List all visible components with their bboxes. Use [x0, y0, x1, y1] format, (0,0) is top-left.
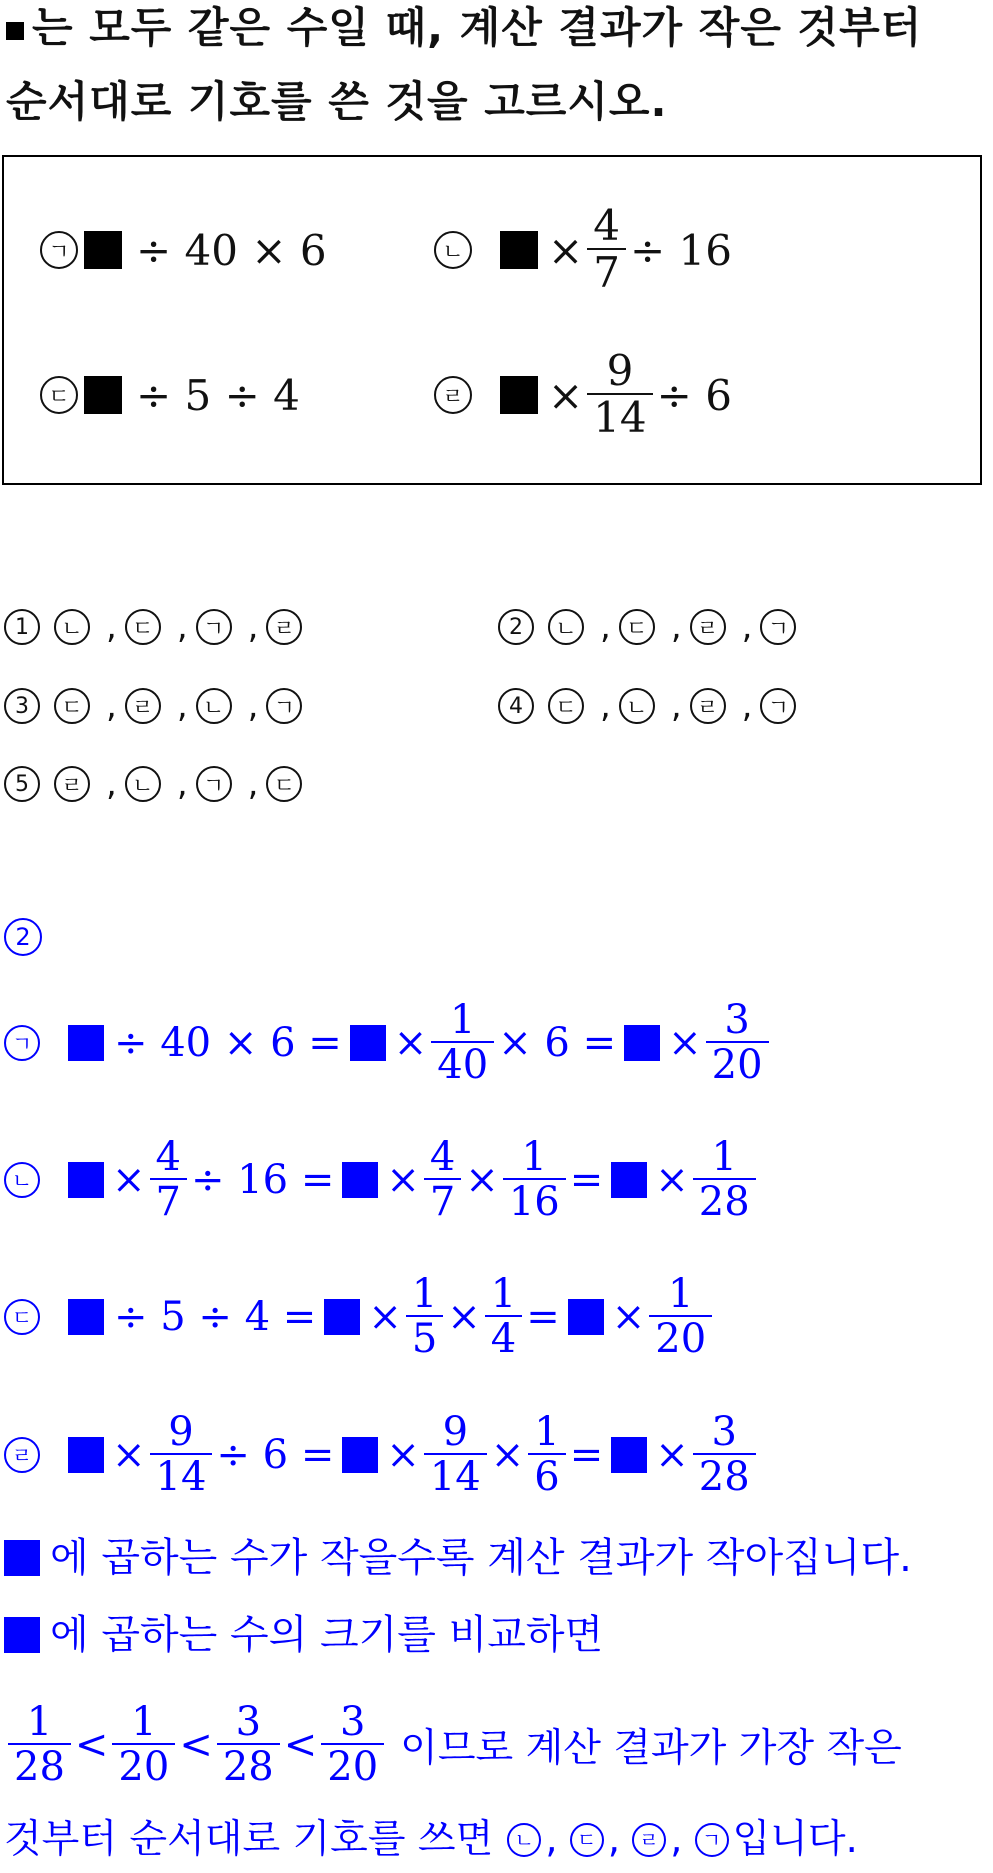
solution-line-c: ㄷ ÷ 5 ÷ 4 = × $\frac{1}{5}$ × $\frac{1}{4}$ = × $\frac{1}{20}$ — [4, 1262, 716, 1372]
circled-label: ㄹ — [434, 376, 472, 414]
blue-square-icon — [4, 1617, 40, 1653]
choice-3[interactable]: 3 ㄷ , ㄹ , ㄴ , ㄱ — [4, 686, 316, 726]
solution-line-b: ㄴ × $\frac{4}{7}$ ÷ 16 = × $\frac{4}{7}$ × $\frac{1}{16}$ = × $\frac{1}{28}$ — [4, 1125, 760, 1235]
circled-label: ㄴ — [434, 231, 472, 269]
blue-square-icon — [68, 1162, 104, 1198]
choice-5[interactable]: 5 ㄹ , ㄴ , ㄱ , ㄷ — [4, 764, 316, 804]
solution-comparison: $\frac{1}{28}$ < $\frac{1}{20}$ < $\frac{3}{28}$ < $\frac{3}{20}$ 이므로 계산 결과가 가장 작은 — [4, 1690, 902, 1800]
black-square-icon — [84, 376, 122, 414]
black-square-icon — [6, 22, 24, 40]
solution-line-a: ㄱ ÷ 40 × 6 = × $\frac{1}{40}$ × 6 = × $\frac{3}{20}$ — [4, 988, 773, 1098]
blue-square-icon — [611, 1437, 647, 1473]
choice-number: 1 — [4, 609, 40, 645]
choice-2[interactable]: 2 ㄴ , ㄷ , ㄹ , ㄱ — [498, 607, 810, 647]
blue-square-icon — [324, 1299, 360, 1335]
blue-square-icon — [611, 1162, 647, 1198]
expr-c: ㄷ ÷ 5 ÷ 4 — [40, 360, 300, 430]
blue-square-icon — [4, 1540, 40, 1576]
blue-square-icon — [68, 1299, 104, 1335]
solution-text-4: 것부터 순서대로 기호를 쓰면 ㄴ , ㄷ , ㄹ , ㄱ 입니다. — [4, 1817, 858, 1862]
question-line-1: 는 모두 같은 수일 때, 계산 결과가 작은 것부터 — [6, 0, 922, 58]
choice-number: 5 — [4, 766, 40, 802]
blue-square-icon — [68, 1437, 104, 1473]
circled-label: ㄷ — [40, 376, 78, 414]
black-square-icon — [84, 231, 122, 269]
blue-square-icon — [342, 1437, 378, 1473]
black-square-icon — [500, 231, 538, 269]
choice-1[interactable]: 1 ㄴ , ㄷ , ㄱ , ㄹ — [4, 607, 316, 647]
blue-square-icon — [350, 1025, 386, 1061]
solution-text-1: 에 곱하는 수가 작을수록 계산 결과가 작아집니다. — [4, 1530, 912, 1586]
black-square-icon — [500, 376, 538, 414]
blue-square-icon — [624, 1025, 660, 1061]
choice-number: 4 — [498, 688, 534, 724]
blue-square-icon — [342, 1162, 378, 1198]
solution-line-d: ㄹ × $\frac{9}{14}$ ÷ 6 = × $\frac{9}{14}$ × $\frac{1}{6}$ = × $\frac{3}{28}$ — [4, 1400, 760, 1510]
choice-4[interactable]: 4 ㄷ , ㄴ , ㄹ , ㄱ — [498, 686, 810, 726]
fraction: $\frac{9}{14}$ — [587, 349, 652, 441]
blue-square-icon — [68, 1025, 104, 1061]
choice-number: 2 — [498, 609, 534, 645]
question-line-2: 순서대로 기호를 쓴 것을 고르시오. — [6, 77, 668, 126]
answer-mark: 2 — [4, 918, 42, 956]
circled-label: ㄱ — [40, 231, 78, 269]
blue-square-icon — [568, 1299, 604, 1335]
choice-number: 3 — [4, 688, 40, 724]
solution-text-2: 에 곱하는 수의 크기를 비교하면 — [4, 1607, 603, 1663]
expr-a: ㄱ ÷ 40 × 6 — [40, 215, 327, 285]
expr-b: ㄴ × $\frac{4}{7}$ ÷ 16 — [434, 200, 732, 300]
fraction: $\frac{4}{7}$ — [587, 204, 626, 296]
expr-d: ㄹ × $\frac{9}{14}$ ÷ 6 — [434, 345, 732, 445]
